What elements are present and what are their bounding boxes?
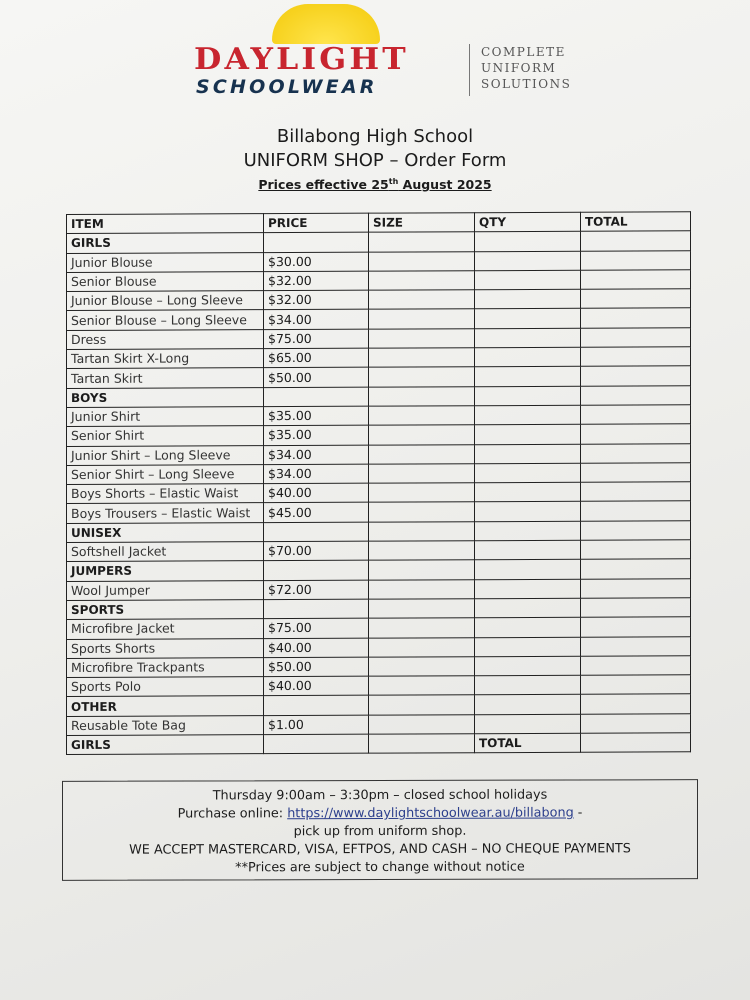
prices-effective-date: Prices effective 25th August 2025 bbox=[258, 177, 492, 193]
total-cell bbox=[581, 231, 691, 251]
brand-tagline bbox=[481, 44, 571, 92]
qty-cell[interactable] bbox=[475, 502, 581, 522]
size-cell[interactable] bbox=[369, 271, 475, 291]
item-name: Senior Shirt – Long Sleeve bbox=[67, 464, 264, 484]
column-header-qty: QTY bbox=[475, 212, 581, 232]
qty-cell[interactable] bbox=[475, 328, 581, 348]
price-cell bbox=[264, 599, 369, 619]
item-name: Sports Shorts bbox=[67, 638, 264, 658]
section-label: SPORTS bbox=[67, 600, 264, 620]
size-cell[interactable] bbox=[369, 425, 475, 445]
qty-cell[interactable] bbox=[475, 579, 581, 599]
item-price: $34.00 bbox=[264, 464, 369, 484]
item-price: $34.00 bbox=[264, 310, 369, 330]
item-name: Boys Shorts – Elastic Waist bbox=[67, 484, 264, 504]
section-label: JUMPERS bbox=[67, 561, 264, 581]
item-price: $65.00 bbox=[264, 348, 369, 368]
item-name: Wool Jumper bbox=[67, 580, 264, 600]
item-price: $30.00 bbox=[264, 252, 369, 272]
qty-cell[interactable] bbox=[475, 714, 581, 734]
qty-cell[interactable] bbox=[475, 656, 581, 676]
opening-hours: Thursday 9:00am – 3:30pm – closed school holidays bbox=[212, 787, 548, 804]
size-cell[interactable] bbox=[369, 657, 475, 677]
item-name: Junior Blouse – Long Sleeve bbox=[67, 291, 264, 311]
total-cell[interactable] bbox=[581, 540, 691, 560]
item-price: $40.00 bbox=[264, 483, 369, 503]
total-cell[interactable] bbox=[581, 617, 691, 637]
item-name: Tartan Skirt X-Long bbox=[67, 349, 264, 369]
qty-cell[interactable] bbox=[475, 425, 581, 445]
item-name: Junior Shirt bbox=[67, 407, 264, 427]
sun-icon bbox=[272, 4, 380, 44]
footer-label: GIRLS bbox=[67, 735, 264, 755]
size-cell[interactable] bbox=[369, 560, 475, 580]
payment-methods: WE ACCEPT MASTERCARD, VISA, EFTPOS, AND CASH – NO CHEQUE PAYMENTS bbox=[129, 841, 631, 858]
qty-cell[interactable] bbox=[475, 386, 581, 406]
total-cell[interactable] bbox=[581, 270, 691, 290]
size-cell[interactable] bbox=[369, 348, 475, 368]
qty-cell[interactable] bbox=[475, 405, 581, 425]
size-cell[interactable] bbox=[369, 464, 475, 484]
shop-info-box bbox=[62, 779, 698, 881]
size-cell[interactable] bbox=[369, 637, 475, 657]
qty-cell[interactable] bbox=[475, 675, 581, 695]
qty-cell[interactable] bbox=[475, 540, 581, 560]
item-name: Microfibre Jacket bbox=[67, 619, 264, 639]
qty-cell[interactable] bbox=[475, 521, 581, 541]
item-price: $32.00 bbox=[264, 290, 369, 310]
item-price: $70.00 bbox=[264, 541, 369, 561]
item-price: $50.00 bbox=[264, 368, 369, 388]
size-cell[interactable] bbox=[369, 483, 475, 503]
item-price: $72.00 bbox=[264, 580, 369, 600]
total-cell[interactable] bbox=[581, 482, 691, 502]
item-price: $50.00 bbox=[264, 657, 369, 677]
item-name: Microfibre Trackpants bbox=[67, 657, 264, 677]
qty-cell[interactable] bbox=[475, 598, 581, 618]
qty-cell[interactable] bbox=[475, 289, 581, 309]
item-name: Reusable Tote Bag bbox=[67, 715, 264, 735]
item-name: Senior Blouse – Long Sleeve bbox=[67, 310, 264, 330]
price-cell bbox=[264, 232, 369, 252]
size-cell[interactable] bbox=[369, 695, 475, 715]
qty-cell[interactable] bbox=[475, 309, 581, 329]
tagline-line: UNIFORM bbox=[481, 61, 557, 75]
column-header-size: SIZE bbox=[369, 213, 475, 233]
item-name: Junior Blouse bbox=[67, 252, 264, 272]
total-cell bbox=[581, 559, 691, 579]
item-price: $45.00 bbox=[264, 503, 369, 523]
section-label: GIRLS bbox=[67, 233, 264, 253]
page-title: UNIFORM SHOP – Order Form bbox=[243, 150, 507, 171]
total-cell[interactable] bbox=[581, 501, 691, 521]
brand-name-top: DAYLIGHT bbox=[194, 42, 409, 77]
total-cell bbox=[581, 694, 691, 714]
table-header-row bbox=[67, 212, 691, 234]
total-cell[interactable] bbox=[581, 250, 691, 270]
total-cell[interactable] bbox=[581, 366, 691, 386]
online-purchase-line: Purchase online: https://www.daylightschoolwear.au/billabong - bbox=[177, 805, 583, 822]
logo-divider bbox=[469, 44, 470, 96]
column-header-price: PRICE bbox=[264, 213, 369, 233]
order-table-container bbox=[66, 211, 686, 755]
total-cell[interactable] bbox=[581, 636, 691, 656]
total-cell[interactable] bbox=[581, 578, 691, 598]
size-cell[interactable] bbox=[369, 309, 475, 329]
item-price: $75.00 bbox=[264, 329, 369, 349]
size-cell[interactable] bbox=[369, 386, 475, 406]
qty-cell[interactable] bbox=[475, 367, 581, 387]
total-cell bbox=[581, 598, 691, 618]
qty-cell[interactable] bbox=[475, 637, 581, 657]
brand-name-bottom: SCHOOLWEAR bbox=[196, 76, 378, 98]
size-cell[interactable] bbox=[369, 290, 475, 310]
size-cell bbox=[369, 734, 475, 754]
tagline-line: SOLUTIONS bbox=[481, 77, 572, 91]
qty-cell[interactable] bbox=[475, 347, 581, 367]
size-cell[interactable] bbox=[369, 444, 475, 464]
item-price: $34.00 bbox=[264, 445, 369, 465]
tagline-line: COMPLETE bbox=[481, 45, 566, 59]
item-name: Sports Polo bbox=[67, 677, 264, 697]
total-cell[interactable] bbox=[581, 463, 691, 483]
size-cell[interactable] bbox=[369, 328, 475, 348]
qty-cell[interactable] bbox=[475, 444, 581, 464]
online-store-link[interactable]: https://www.daylightschoolwear.au/billabong bbox=[287, 805, 574, 822]
total-cell bbox=[581, 521, 691, 541]
total-cell[interactable] bbox=[581, 347, 691, 367]
total-cell[interactable] bbox=[581, 713, 691, 733]
pickup-note: pick up from uniform shop. bbox=[293, 823, 467, 840]
price-cell bbox=[264, 387, 369, 407]
item-name: Junior Shirt – Long Sleeve bbox=[67, 445, 264, 465]
item-price: $40.00 bbox=[264, 638, 369, 658]
size-cell[interactable] bbox=[369, 367, 475, 387]
price-cell bbox=[264, 696, 369, 716]
size-cell[interactable] bbox=[369, 502, 475, 522]
size-cell[interactable] bbox=[369, 232, 475, 252]
total-cell bbox=[581, 385, 691, 405]
size-cell[interactable] bbox=[369, 406, 475, 426]
total-row bbox=[67, 733, 691, 755]
item-name: Tartan Skirt bbox=[67, 368, 264, 388]
item-price: $40.00 bbox=[264, 676, 369, 696]
qty-cell[interactable] bbox=[475, 251, 581, 271]
item-name: Senior Shirt bbox=[67, 426, 264, 446]
total-cell[interactable] bbox=[581, 405, 691, 425]
qty-cell[interactable] bbox=[475, 560, 581, 580]
grand-total-label: TOTAL bbox=[475, 733, 581, 753]
size-cell[interactable] bbox=[369, 521, 475, 541]
size-cell[interactable] bbox=[369, 251, 475, 271]
section-label: OTHER bbox=[67, 696, 264, 716]
size-cell[interactable] bbox=[369, 541, 475, 561]
column-header-total: TOTAL bbox=[581, 212, 691, 232]
total-cell[interactable] bbox=[581, 328, 691, 348]
item-price: $1.00 bbox=[264, 715, 369, 735]
qty-cell[interactable] bbox=[475, 463, 581, 483]
size-cell[interactable] bbox=[369, 579, 475, 599]
qty-cell[interactable] bbox=[475, 232, 581, 252]
total-cell[interactable] bbox=[581, 289, 691, 309]
item-name: Senior Blouse bbox=[67, 272, 264, 292]
size-cell[interactable] bbox=[369, 714, 475, 734]
item-price: $35.00 bbox=[264, 425, 369, 445]
item-name: Dress bbox=[67, 329, 264, 349]
total-cell[interactable] bbox=[581, 424, 691, 444]
item-name: Softshell Jacket bbox=[67, 542, 264, 562]
qty-cell[interactable] bbox=[475, 270, 581, 290]
daylight-schoolwear-logo bbox=[190, 4, 610, 104]
item-price: $35.00 bbox=[264, 406, 369, 426]
grand-total-cell[interactable] bbox=[581, 733, 691, 753]
qty-cell[interactable] bbox=[475, 482, 581, 502]
total-cell[interactable] bbox=[581, 443, 691, 463]
price-cell bbox=[264, 734, 369, 754]
price-change-notice: **Prices are subject to change without notice bbox=[235, 859, 525, 876]
total-cell[interactable] bbox=[581, 656, 691, 676]
school-name: Billabong High School bbox=[276, 126, 474, 147]
total-cell[interactable] bbox=[581, 308, 691, 328]
order-table bbox=[66, 211, 691, 755]
price-cell bbox=[264, 561, 369, 581]
qty-cell[interactable] bbox=[475, 695, 581, 715]
item-price: $75.00 bbox=[264, 618, 369, 638]
section-label: UNISEX bbox=[67, 522, 264, 542]
item-price: $32.00 bbox=[264, 271, 369, 291]
item-name: Boys Trousers – Elastic Waist bbox=[67, 503, 264, 523]
price-cell bbox=[264, 522, 369, 542]
total-cell[interactable] bbox=[581, 675, 691, 695]
size-cell[interactable] bbox=[369, 599, 475, 619]
size-cell[interactable] bbox=[369, 618, 475, 638]
qty-cell[interactable] bbox=[475, 617, 581, 637]
column-header-item: ITEM bbox=[67, 214, 264, 234]
size-cell[interactable] bbox=[369, 676, 475, 696]
section-label: BOYS bbox=[67, 387, 264, 407]
